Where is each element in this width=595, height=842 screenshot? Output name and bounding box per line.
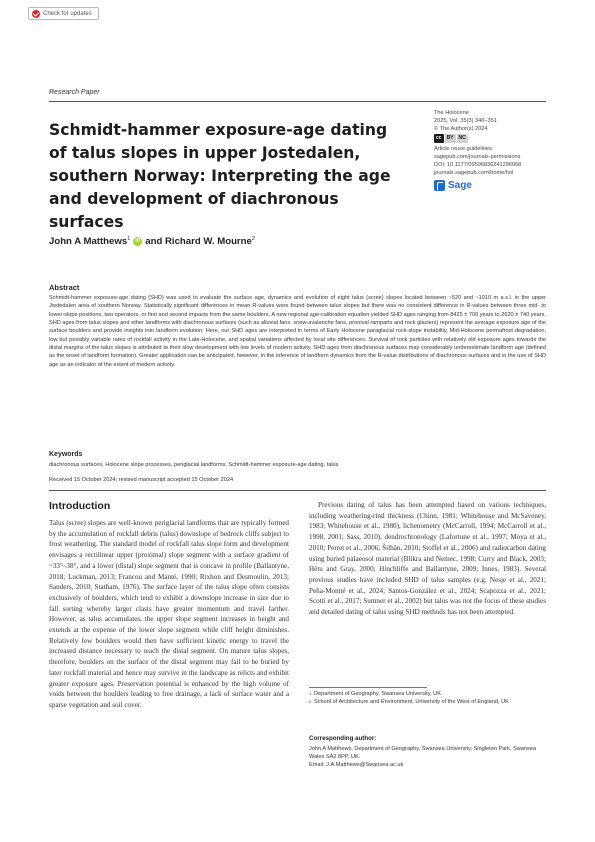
orcid-icon[interactable]: iD: [135, 238, 141, 245]
author-name: John A Matthews$^1$: [49, 236, 131, 248]
corresponding-author-address: John A Matthews, Department of Geography, Swansea University, Singleton Park, Swansea Wales SA2 8PP, UK.: [309, 746, 537, 760]
journal-volume: 2025, Vol. 35(3) 340–351: [434, 118, 497, 124]
permissions-link[interactable]: sagepub.com/journals-permissions: [434, 154, 521, 160]
header-divider: [49, 101, 546, 102]
section-divider: [49, 490, 546, 491]
publisher-name: Sage: [448, 179, 472, 191]
corresponding-author: [309, 735, 546, 769]
corresponding-author-heading: Corresponding author:: [309, 735, 377, 742]
check-for-updates-badge[interactable]: [28, 7, 99, 20]
abstract-heading: Abstract: [49, 283, 80, 292]
license-badge[interactable]: [434, 134, 554, 143]
abstract-body: Schmidt-hammer exposure-age dating (SHD) was used to evaluate the surface age, dynamics and evolution of eight talus (scree) slopes located between ~520 and ~1010 m a.s.l. in the upper Jostedalen area of southern Norway. Statistically significant differences in mean R-values were found between talus slopes but there was no consistent difference in R-values between three mid- to lower-slope positions, two operators, or first and second impacts from the same boulders. A new regional age-calibration equation yielded SHD ages ranging from 8425 ± 700 years to 2620 ± 740 years. SHD ages from talus slopes and other landforms with diachronous surfaces (such as alluvial fans, snow-avalanche fans, pronival ramparts and rock glaciers) represent the average exposure age of the surface boulders and provide insights into landform evolution. Here, our SHD ages are interpreted in terms of Early Holocene paraglacial rock-slope instability, Mid-Holocene permafrost degradation, low but possibly variable rates of rockfall activity in the Late-Holocene, and spatial variations affected by local site differences. Survival of rock particles with relatively old exposure ages towards the distal margins of the talus slopes is attributed to their slow development with low levels of modern activity. SHD ages from diachronous surfaces may considerably underestimate landform age (defined as the onset of landform formation). Greater application can be anticipated, however, in the inference of landform dynamics from the R-value distributions of diachronous surfaces and in the use of SHD age as an indicator of the extent of modern activity.: [49, 295, 546, 368]
footnote-divider: [309, 687, 427, 688]
keywords-heading: Keywords: [49, 451, 83, 458]
author-list: [49, 236, 255, 247]
author-name: and Richard W. Mourne$^2$: [145, 236, 255, 248]
paper-type-label: Research Paper: [49, 89, 100, 96]
introduction-heading: Introduction: [49, 500, 111, 512]
received-dates: Received 15 October 2024; revised manuscript accepted 15 October 2024: [49, 477, 234, 483]
keywords-list: diachronous surfaces, Holocene slope processes, periglacial landforms, Schmidt-hammer exposure-age dating, talus: [49, 462, 339, 468]
sage-logo-icon: [434, 180, 445, 191]
check-for-updates-label: Check for updates: [43, 10, 92, 17]
journal-name: The Holocene: [434, 110, 469, 116]
cc-by-icon: BY: [446, 135, 454, 141]
publisher-logo: [434, 180, 554, 191]
crossmark-icon: [32, 10, 40, 18]
reuse-label: Article reuse guidelines:: [434, 146, 494, 152]
copyright-line: © The Author(s) 2024: [434, 126, 488, 132]
cc-nc-icon: NC: [458, 135, 466, 141]
cc-icon: cc: [436, 135, 442, 141]
doi-link[interactable]: DOI: 10.1177/09596836241296068: [434, 162, 522, 168]
introduction-right-column: Previous dating of talus has been attempted based on various techniques, including weathering-rind thickness (Chinn, 1981; Whitehouse and McSaveney, 1983; Whitehouse et al., 1980), lichenometry (McCarroll, 1994; McCarroll et al., 1998, 2001; Sass, 2010), dendrochronology (Lafortune et al., 1997; Moya et al., 2010; Perret et al., 2006; Šilhán, 2010; Stoffel et al., 2006) and radiocarbon dating using buried palaeosol material (Blikra and Nemec, 1998; Curry and Black, 2003; Hétu and Gray, 2000; Hinchliffe and Ballantyne, 2009; Innes, 1983). Several previous studies have included SHD of talus samples (e.g. Nesje et al., 2021; Peña-Monné et al., 2024; Santos-González et al., 2024; Scapozza et al., 2021; Scotti et al., 2017; Sumner et al., 2002) but talus was not the focus of these studies and detailed dating of talus using SHD methods has not been attempted.: [309, 501, 546, 617]
affiliation-item: 2 School of Architecture and Environment, University of the West of England, UK: [309, 699, 509, 705]
affiliation-item: 1 Department of Geography, Swansea University, UK: [309, 691, 441, 697]
article-title: Schmidt-hammer exposure-age dating of talus slopes in upper Jostedalen, southern Norway: Interpreting the age and development of diachronous surfaces: [49, 121, 391, 231]
journal-home-link[interactable]: journals.sagepub.com/home/hol: [434, 170, 514, 176]
introduction-left-column: Talus (scree) slopes are well-known periglacial landforms that are typically formed by the accumulation of rockfall debris (talus) downslope of bedrock cliffs subject to frost weathering. The standard model of rockfall talus slope form and development envisages a rectilinear upper (proximal) slope segment with a surface gradient of ~33°–38°, and a lower (distal) slope segment that is concave in profile (Ballantyne, 2018; Luckman, 2013; Francou and Manté, 1990; Rixhon and Desmoulin, 2013; Sanders, 2010; Statham, 1976). The surface layer of the talus slope often consists exclusively of boulders, which tend to exhibit a downslope increase in size due to fall sorting whereby larger clasts have greater momentum and travel farther. However, as talus accumulates, the upper slope segment increases in height and extends at the expense of the lower slope segment while cliff height diminishes. Relatively few boulders would then have sufficient kinetic energy to travel the increased distance necessary to reach the distal segment. On mature talus slopes, therefore, boulders on the surface of the distal segment may fail to be buried by later rockfall material and hence may survive in the landscape as relicts and exhibit greater exposure ages. Preservation potential is enhanced by the high volume of voids between the boulders leading to free drainage, a lack of surface water and a sparse vegetation and soil cover.: [49, 519, 289, 709]
journal-metadata: [434, 109, 554, 191]
corresponding-author-email[interactable]: Email: J.A.Matthews@Swansea.ac.uk: [309, 762, 404, 768]
affiliations: [309, 690, 546, 706]
